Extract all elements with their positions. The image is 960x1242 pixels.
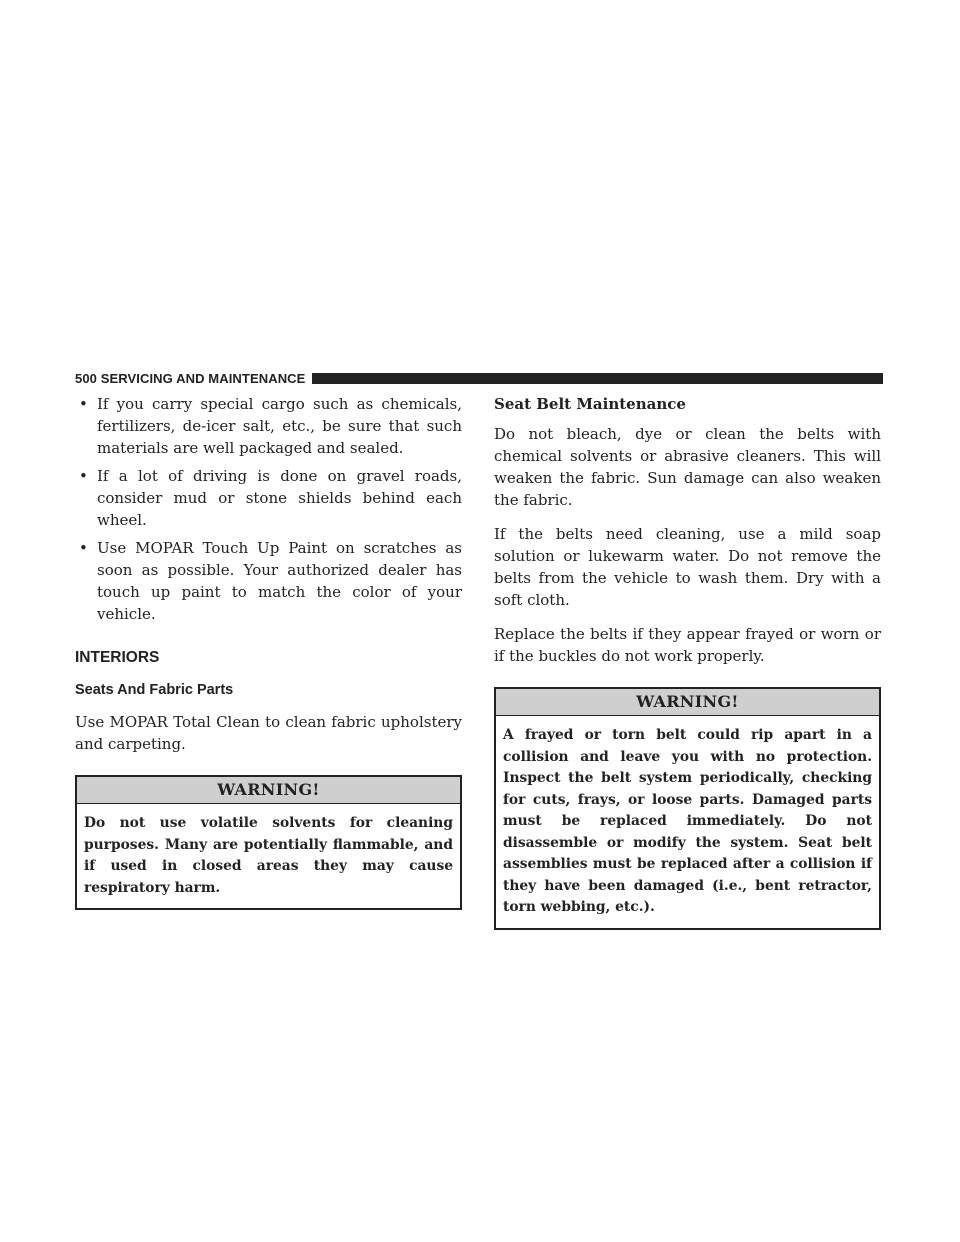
page-number-section-label: 500 SERVICING AND MAINTENANCE: [75, 370, 306, 386]
bullet-text: If you carry special cargo such as chemicals, fertilizers, de-icer salt, etc., be sure that such materials are well packaged and sealed.: [97, 395, 462, 457]
bullet-icon: •: [79, 539, 88, 557]
bullet-item: [75, 393, 462, 459]
bullet-icon: •: [79, 395, 88, 413]
left-column: [75, 393, 462, 910]
bullet-item: [75, 465, 462, 531]
subsection-heading: Seats And Fabric Parts: [75, 682, 234, 698]
warning-text: Do not use volatile solvents for cleaning purposes. Many are potentially flammable, and if used in closed areas they may cause respiratory harm.: [84, 815, 453, 896]
warning-text: A frayed or torn belt could rip apart in a collision and leave you with no protection. Inspect the belt system periodically, checking for cuts, frays, or loose parts. Damaged parts must be replaced immediately. Do not disassemble or modify the system. Seat belt assemblies must be replaced after a collision if they have been damaged (i.e., bent retractor, torn webbing, etc.).: [503, 727, 872, 915]
body-paragraph: Replace the belts if they appear frayed or worn or if the buckles do not work properly.: [494, 625, 881, 665]
page-header: [75, 370, 883, 386]
bullet-item: [75, 537, 462, 625]
body-paragraph: Do not bleach, dye or clean the belts with chemical solvents or abrasive cleaners. This will weaken the fabric. Sun damage can also weaken the fabric.: [494, 425, 881, 509]
body-paragraph: Use MOPAR Total Clean to clean fabric upholstery and carpeting.: [75, 713, 462, 753]
warning-box: [494, 687, 881, 930]
bullet-text: Use MOPAR Touch Up Paint on scratches as soon as possible. Your authorized dealer has touch up paint to match the color of your vehicle.: [97, 539, 462, 623]
warning-title: WARNING!: [496, 689, 879, 716]
warning-title: WARNING!: [77, 777, 460, 804]
bullet-icon: •: [79, 467, 88, 485]
section-heading: INTERIORS: [75, 649, 160, 666]
header-rule: [312, 373, 883, 384]
bullet-text: If a lot of driving is done on gravel roads, consider mud or stone shields behind each wheel.: [97, 467, 462, 529]
right-column: [494, 393, 881, 930]
section-heading: Seat Belt Maintenance: [494, 395, 686, 413]
warning-box: [75, 775, 462, 910]
body-paragraph: If the belts need cleaning, use a mild soap solution or lukewarm water. Do not remove the belts from the vehicle to wash them. Dry with a soft cloth.: [494, 525, 881, 609]
